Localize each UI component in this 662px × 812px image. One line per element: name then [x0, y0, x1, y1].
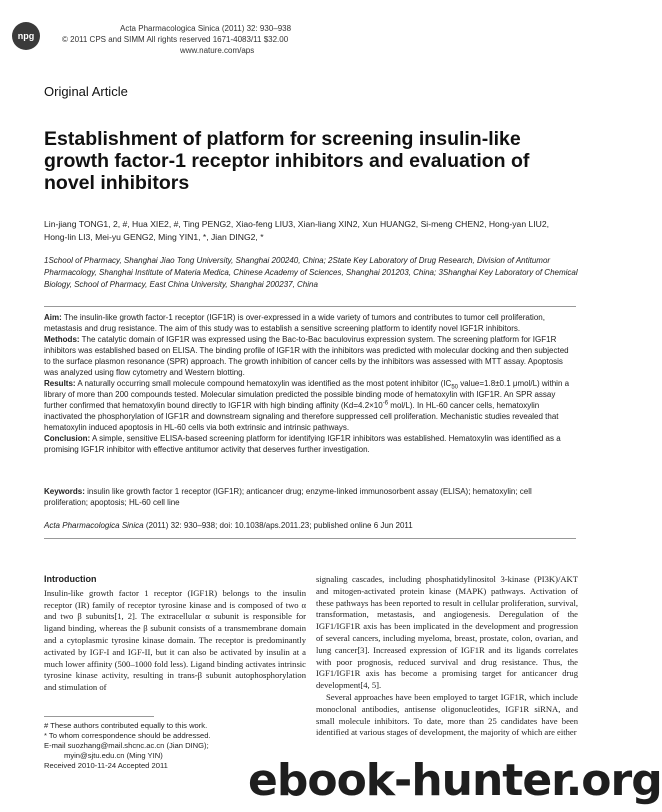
- footnote-correspondence: * To whom correspondence should be addressed.: [44, 731, 211, 740]
- results-text-c: mol/L). In HL-60 cancer cells, hematoxylin inactivated the phosphorylation of IGF1R and downstream signaling and therefore suppressed cell proliferation. Mechanistic studies revealed that hematoxylin induced apoptosis in HL-60 cells via both extrinsic and intrinsic pathways.: [44, 401, 559, 432]
- authors-line-2: Hong-lin LI3, Mei-yu GENG2, Ming YIN1, *, Jian DING2, *: [44, 232, 264, 242]
- section-label: Original Article: [44, 84, 128, 99]
- results-label: Results:: [44, 379, 76, 388]
- citation-details: (2011) 32: 930–938; doi: 10.1038/aps.2011.23; published online 6 Jun 2011: [143, 521, 413, 530]
- aim-label: Aim:: [44, 313, 62, 322]
- methods-text: The catalytic domain of IGF1R was expressed using the Bac-to-Bac baculovirus expression system. The screening platform for IGF1R inhibitors was established based on ELISA. The binding profile of IGF1R with the inhibitors was predicted with molecular docking and then subjected to the surface plasmon resonance (SPR) approach. The growth inhibition of cancer cells by the inhibitors was assessed with MTT assay. Apoptosis was analyzed using flow cytometry and Western blotting.: [44, 335, 569, 377]
- authors-line-1: Lin-jiang TONG1, 2, #, Hua XIE2, #, Ting PENG2, Xiao-feng LIU3, Xian-liang XIN2, Xun HUANG2, Si-meng CHEN2, Hong-yan LIU2,: [44, 219, 550, 229]
- affiliations: 1School of Pharmacy, Shanghai Jiao Tong University, Shanghai 200240, China; 2State Key Laboratory of Drug Research, Division of Antitumor Pharmacology, Shanghai Institute of Materia Medica, Chinese Academy of Sciences, Shanghai 201203, China; 3Shanghai Key Laboratory of Chemical Biology, School of Pharmacy, East China University, Shanghai 200237, China: [44, 256, 578, 289]
- results-text-b: value=1.8±0.1 μmol/L) within a library of more than 200 compounds tested. Molecular simulation predicted the possible binding mode of hematoxylin with IGF1R. An SPR assay further confirmed that hematoxylin bound directly to IGF1R with high binding affinity (Kd=4.2×10: [44, 379, 570, 410]
- keywords-text: insulin like growth factor 1 receptor (IGF1R); anticancer drug; enzyme-linked immunosorbent assay (ELISA); hematoxylin; cell proliferation; apoptosis; HL-60 cell line: [44, 487, 532, 507]
- copyright-line: © 2011 CPS and SIMM All rights reserved 1671-4083/11 $32.00: [62, 35, 289, 44]
- journal-website-link[interactable]: www.nature.com/aps: [180, 46, 255, 55]
- methods-label: Methods:: [44, 335, 80, 344]
- kd-exponent: -6: [382, 400, 389, 407]
- journal-line: Acta Pharmacologica Sinica (2011) 32: 930–938: [120, 24, 292, 33]
- abstract-methods: [44, 334, 576, 378]
- intro-heading: Introduction: [44, 574, 97, 584]
- abstract-top-rule: [44, 306, 576, 307]
- footnote-email-yin[interactable]: myin@sjtu.edu.cn (Ming YIN): [64, 751, 163, 760]
- abstract: [44, 312, 576, 455]
- intro-right-column: [316, 574, 578, 739]
- watermark: ebook-hunter.org: [248, 755, 662, 806]
- article-title: Establishment of platform for screening insulin-like growth factor-1 receptor inhibitors and evaluation of novel inhibitors: [44, 128, 530, 194]
- intro-left-column: [44, 574, 306, 694]
- npg-logo: npg: [12, 22, 40, 50]
- aim-text: The insulin-like growth factor-1 receptor (IGF1R) is over-expressed in a wide variety of tumors and contributes to tumor cell proliferation, metastasis and drug resistance. The aim of this study was to establish a sensitive screening platform to identify novel IGF1R inhibitors.: [44, 313, 545, 333]
- results-text-a: A naturally occurring small molecule compound hematoxylin was identified as the most potent inhibitor (IC: [77, 379, 452, 388]
- abstract-bottom-rule: [44, 538, 576, 539]
- abstract-aim: [44, 312, 576, 334]
- intro-paragraph-1: Insulin-like growth factor 1 receptor (IGF1R) belongs to the insulin receptor (IR) family of receptor tyrosine kinase and is composed of two α and two β subunits[1, 2]. The extracellular α subunit is responsible for ligand binding, whereas the β subunit consists of a transmembrane domain and a cytoplasmic tyrosine kinase domain. The receptor is predominantly activated by IGF-I and IGF-II, but it can also be activated by insulin at a much lower affinity (500–1000 fold less). Ligand binding activates intrinsic tyrosine kinase activity, resulting in trans-β subunit autophosphorylation and stimulation of: [44, 587, 306, 693]
- intro-paragraph-1-cont: signaling cascades, including phosphatidylinositol 3-kinase (PI3K)/AKT and mitogen-activated protein kinase (MAPK) pathways. Activation of these pathways has been reported to result in cellular proliferation, survival, transformation, metastasis, and angiogenesis. Deregulation of the IGF1/IGF1R axis has been implicated in the development and progression of several cancers, including myeloma, breast, prostate, colon, ovarian, and lung cancer[3]. Increased expression of IGF1R and its ligands correlates with poor prognosis, reduced survival and drug resistance. Thus, the IGF1/IGF1R axis has become a promising target for anticancer drug development[4, 5].: [316, 574, 578, 691]
- author-list: [44, 218, 584, 244]
- keywords-label: Keywords:: [44, 487, 85, 496]
- intro-paragraph-2: Several approaches have been employed to target IGF1R, which include monoclonal antibodies, antisense oligonucleotides, IGF1R siRNA, and small molecule inhibitors. To date, more than 25 candidates have been identified at various stages of development, the majority of which are either: [316, 691, 578, 738]
- footnote-equal-contribution: # These authors contributed equally to this work.: [44, 721, 208, 730]
- footnote-received: Received 2010-11-24 Accepted 2011: [44, 761, 168, 770]
- conclusion-text: A simple, sensitive ELISA-based screening platform for identifying IGF1R inhibitors was established. Hematoxylin was identified as a promising IGF1R inhibitor with effective antitumor activity that deserves further investigation.: [44, 434, 561, 454]
- citation-journal: Acta Pharmacologica Sinica: [44, 521, 144, 530]
- abstract-conclusion: [44, 433, 576, 455]
- footnote-rule: [44, 716, 154, 717]
- keywords: [44, 486, 576, 508]
- ic50-subscript: 50: [451, 384, 458, 391]
- abstract-results: [44, 378, 576, 433]
- conclusion-label: Conclusion:: [44, 434, 91, 443]
- citation-line: [44, 521, 576, 530]
- footnote-email-ding[interactable]: E-mail suozhang@mail.shcnc.ac.cn (Jian DING);: [44, 741, 209, 750]
